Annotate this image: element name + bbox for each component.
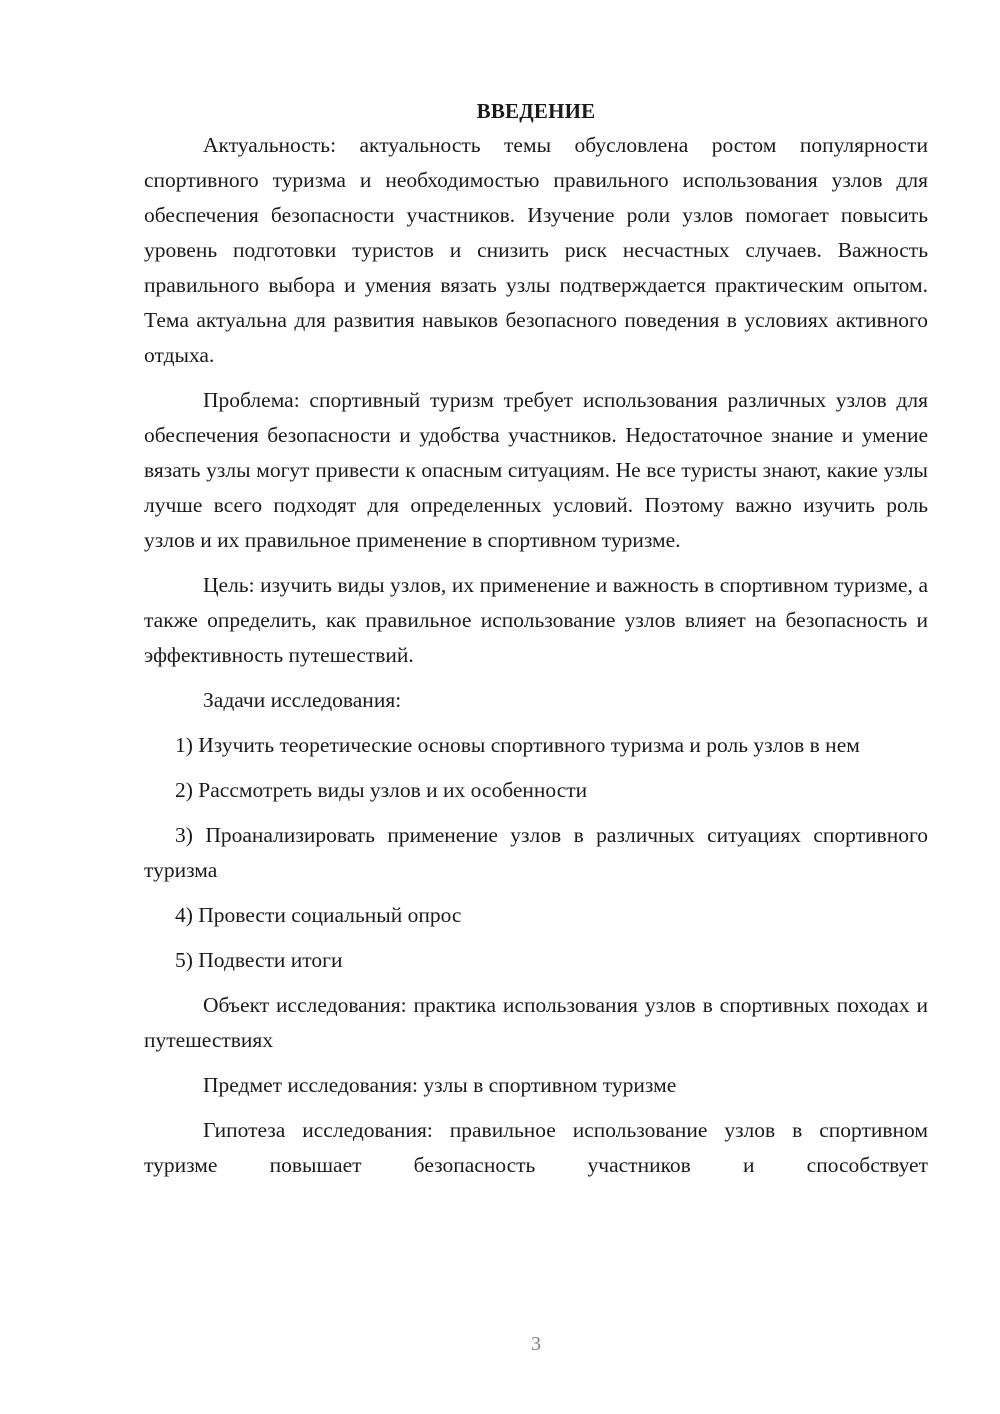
task-item-1: 1) Изучить теоретические основы спортивного туризма и роль узлов в нем xyxy=(175,733,860,757)
page-number: 3 xyxy=(531,1333,541,1355)
task-item-5: 5) Подвести итоги xyxy=(175,948,343,972)
tasks-heading: Задачи исследования: xyxy=(203,688,402,712)
page-title: ВВЕДЕНИЕ xyxy=(476,99,596,123)
subject-paragraph: Предмет исследования: узлы в спортивном туризме xyxy=(203,1073,677,1097)
relevance-paragraph: Актуальность: актуальность темы обусловлена ростом популярности спортивного туризма и необходимостью правильного использования узлов для обеспечения безопасности участников. Изучение роли узлов помогает повысить уровень подготовки туристов и снизить риск несчастных случаев. Важность правильного выбора и умения вязать узлы подтверждается практическим опытом. Тема актуальна для развития навыков безопасного поведения в условиях активного отдыха. xyxy=(144,133,928,367)
goal-paragraph: Цель: изучить виды узлов, их применение и важность в спортивном туризме, а также определить, как правильное использование узлов влияет на безопасность и эффективность путешествий. xyxy=(144,573,928,667)
task-item-4: 4) Провести социальный опрос xyxy=(175,903,462,927)
task-item-3: 3) Проанализировать применение узлов в различных ситуациях спортивного туризма xyxy=(144,823,928,882)
hypothesis-paragraph: Гипотеза исследования: правильное использование узлов в спортивном туризме повышает безопасность участников и способствует xyxy=(144,1118,928,1177)
page-content xyxy=(144,94,928,1193)
problem-paragraph: Проблема: спортивный туризм требует использования различных узлов для обеспечения безопасности и удобства участников. Недостаточное знание и умение вязать узлы могут привести к опасным ситуациям. Не все туристы знают, какие узлы лучше всего подходят для определенных условий. Поэтому важно изучить роль узлов и их правильное применение в спортивном туризме. xyxy=(144,388,928,552)
object-paragraph: Объект исследования: практика использования узлов в спортивных походах и путешествиях xyxy=(144,993,928,1052)
task-item-2: 2) Рассмотреть виды узлов и их особенности xyxy=(175,778,588,802)
